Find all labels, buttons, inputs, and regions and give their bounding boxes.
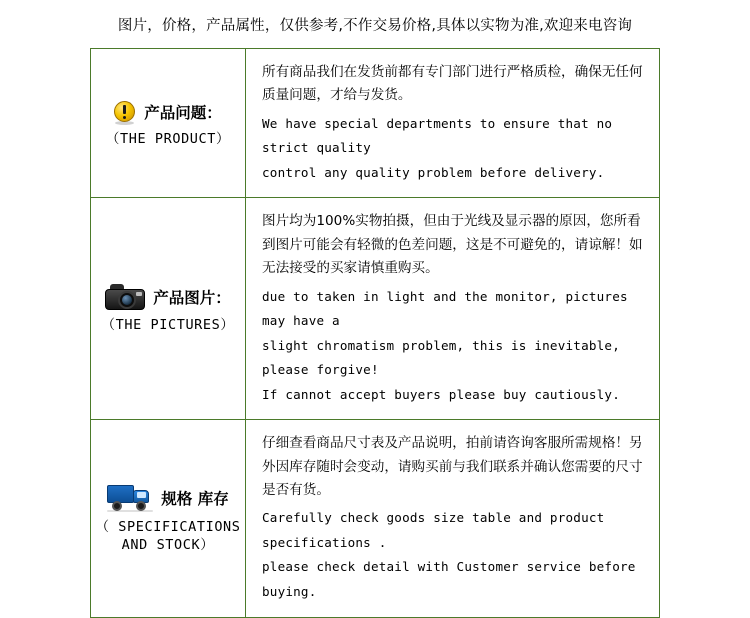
row-content-cell <box>246 49 659 197</box>
row-text-en-line: Carefully check goods size table and product specifications . <box>262 510 605 550</box>
row-text-cn: 图片均为100%实物拍摄，但由于光线及显示器的原因，您所看到图片可能会有轻微的色差问题，这是不可避免的，请谅解！如无法接受的买家请慎重购买。 <box>262 213 643 277</box>
row-title-cn: 规格 库存 <box>161 489 229 508</box>
row-content-cell <box>246 420 659 616</box>
row-title-en: （THE PRODUCT） <box>105 130 231 147</box>
row-title-cn: 产品图片： <box>153 289 231 308</box>
row-text-en-line: We have special departments to ensure that no strict quality <box>262 115 613 156</box>
row-text-cn: 所有商品我们在发货前都有专门部门进行严格质检，确保无任何质量问题，才给与发货。 <box>262 64 643 104</box>
row-heading-cell <box>91 198 246 419</box>
row-title-cn: 产品问题： <box>144 103 222 122</box>
table-row <box>91 420 659 616</box>
table-row <box>91 49 659 198</box>
row-text-en-line: due to taken in light and the monitor, pictures may have a <box>262 288 628 329</box>
row-content-cell <box>246 198 659 419</box>
row-text-cn: 仔细查看商品尺寸表及产品说明，拍前请咨询客服所需规格！另外因库存随时会变动，请购买前与我们联系并确认您需要的尺寸是否有货。 <box>262 435 643 498</box>
row-title-en: （THE PICTURES） <box>101 317 235 334</box>
row-heading-cell <box>91 49 246 197</box>
row-text-en-line: slight chromatism problem, this is inevitable, please forgive! <box>262 337 620 378</box>
row-text-en-line: please check detail with Customer service before buying. <box>262 559 636 600</box>
table-row <box>91 198 659 420</box>
page-title: 图片，价格，产品属性，仅供参考,不作交易价格,具体以实物为准,欢迎来电咨询 <box>117 18 633 34</box>
row-text-en-line: control any quality problem before delivery. <box>262 164 605 180</box>
row-text-en-line: If cannot accept buyers please buy cautiously. <box>262 386 620 402</box>
row-title-en: （ SPECIFICATIONS AND STOCK） <box>95 518 241 553</box>
row-heading-cell <box>91 420 246 616</box>
camera-icon <box>105 283 145 311</box>
exclamation-icon <box>114 99 136 125</box>
truck-icon <box>107 483 153 513</box>
info-table <box>90 48 660 618</box>
